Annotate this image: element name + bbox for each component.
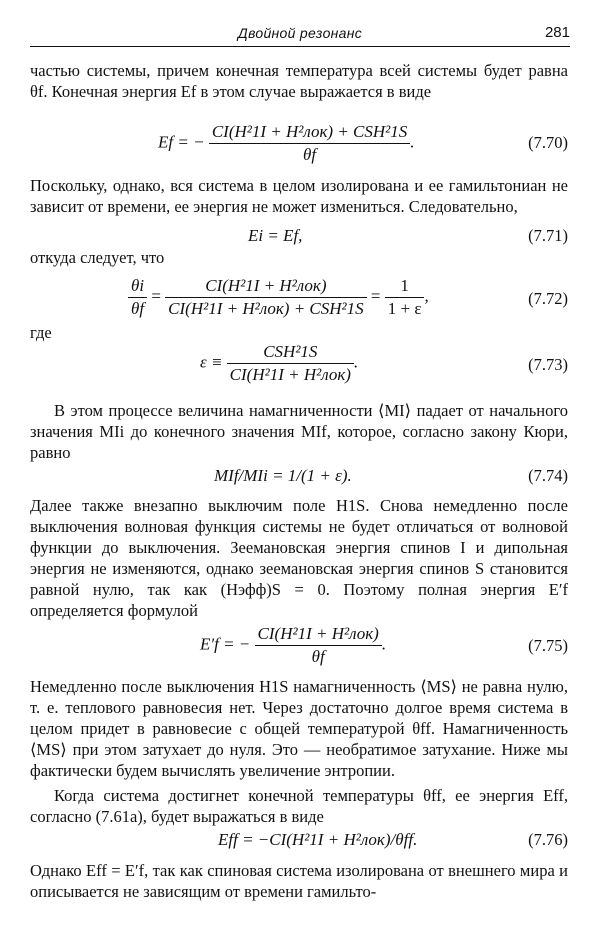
eq-7-72-frac1-den: θf [131, 299, 145, 318]
eq-7-72-eq1: = [151, 286, 161, 306]
eq-7-75-denominator: θf [311, 647, 325, 666]
eq-7-75-numerator: CI(H²1I + H²лок) [255, 624, 382, 646]
equation-7-76 [30, 830, 568, 854]
eq-7-71-number: (7.71) [528, 226, 568, 245]
eq-7-76-body: Eff = −CI(H²1I + H²лок)/θff. [218, 830, 418, 849]
equation-7-70 [30, 120, 568, 164]
paragraph-5: Далее также внезапно выключим поле H1S. Снова немедленно после выключения волновая функция системы не будет отличаться от волновой функции до выключения. Зеемановская энергия спинов I и дипольная энергия не изменяются, однако зеемановская энергия спинов S становится равной нулю, так как (Hэфф)S = 0. Поэтому полная энергия E′f определяется формулой [30, 496, 568, 620]
equation-7-73 [30, 340, 568, 390]
eq-7-70-numerator: CI(H²1I + H²лок) + CSH²1S [209, 122, 410, 144]
eq-7-75-tail: . [381, 634, 387, 654]
eq-7-70-number: (7.70) [528, 133, 568, 152]
eq-7-72-frac2-num: CI(H²1I + H²лок) [165, 276, 366, 298]
eq-7-70-tail: . [410, 132, 415, 152]
eq-7-75-lhs: E′f = − [200, 634, 251, 654]
eq-7-74-body: MIf/MIi = 1/(1 + ε). [214, 466, 352, 485]
eq-7-72-number: (7.72) [528, 289, 568, 308]
equation-7-75 [30, 622, 568, 668]
eq-7-72-frac1-num: θi [128, 276, 147, 298]
eq-7-76-number: (7.76) [528, 830, 568, 849]
eq-7-72-frac3-num: 1 [385, 276, 425, 298]
eq-7-70-denominator: θf [303, 145, 317, 164]
paragraph-4: В этом процессе величина намагниченности ⟨MI⟩ падает от начального значения MIi до конечного значения MIf, которое, согласно закону Кюри, равно [30, 401, 568, 462]
eq-7-72-eq2: = [370, 286, 381, 306]
equation-7-74 [30, 466, 568, 490]
eq-7-71-body: Ei = Ef, [248, 226, 303, 245]
eq-7-72-frac3-den: 1 + ε [387, 299, 422, 318]
eq-7-73-numerator: CSH²1S [227, 342, 354, 364]
paragraph-7: Когда система достигнет конечной температуры θff, ее энергия Eff, согласно (7.61a), будет выражаться в виде [30, 786, 568, 826]
eq-7-73-lhs: ε ≡ [200, 352, 223, 372]
eq-7-70-lhs: Ef = − [158, 132, 205, 152]
paragraph-where: где [30, 323, 52, 342]
running-header [30, 16, 570, 47]
eq-7-72-tail: , [424, 286, 429, 306]
paragraph-8: Однако Eff = E′f, так как спиновая система изолирована от внешнего мира и описывается не зависящим от времени гамильто- [30, 861, 568, 901]
paragraph-2: Поскольку, однако, вся система в целом изолирована и ее гамильтониан не зависит от времени, ее энергия не может измениться. Следовательно, [30, 176, 568, 216]
paragraph-3: откуда следует, что [30, 248, 165, 267]
paragraph-1: частью системы, причем конечная температура всей системы будет равна θf. Конечная энергия Ef в этом случае выражается в виде [30, 61, 568, 101]
eq-7-73-number: (7.73) [528, 355, 568, 374]
equation-7-72 [30, 272, 568, 324]
eq-7-73-denominator: CI(H²1I + H²лок) [229, 365, 351, 384]
running-title: Двойной резонанс [237, 25, 363, 41]
eq-7-72-frac2-den: CI(H²1I + H²лок) + CSH²1S [168, 299, 364, 318]
eq-7-75-number: (7.75) [528, 636, 568, 655]
eq-7-74-number: (7.74) [528, 466, 568, 485]
eq-7-73-tail: . [353, 352, 359, 372]
paragraph-6: Немедленно после выключения H1S намагниченность ⟨MS⟩ не равна нулю, т. е. теплового равновесия нет. Через достаточно долгое время система в целом придет в равновесие с общей температурой θff. Намагниченность ⟨MS⟩ при этом затухает до нуля. Это — необратимое затухание. Ниже мы фактически будем вычислять увеличение энтропии. [30, 677, 568, 780]
page-number: 281 [544, 24, 570, 41]
